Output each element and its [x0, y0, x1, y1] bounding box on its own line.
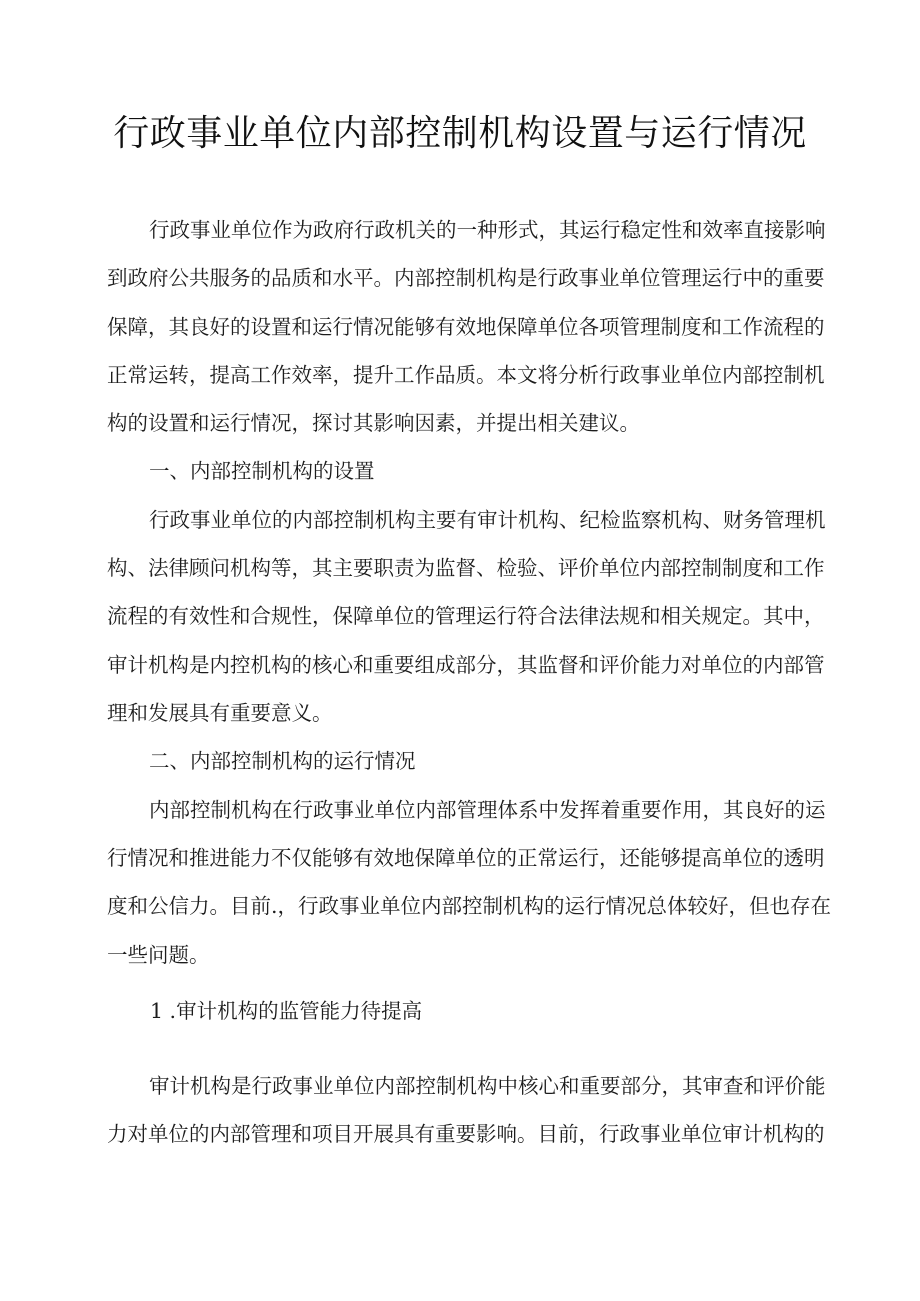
section-2-line-2: 行情况和推进能力不仅能够有效地保障单位的正常运行，还能够提高单位的透明	[107, 846, 825, 870]
subsection-1-line-2: 力对单位的内部管理和项目开展具有重要影响。目前，行政事业单位审计机构的	[107, 1122, 825, 1146]
section-2-line-1: 内部控制机构在行政事业单位内部管理体系中发挥着重要作用，其良好的运	[149, 798, 826, 822]
section-1-line-5: 理和发展具有重要意义。	[107, 701, 333, 725]
intro-line-5: 构的设置和运行情况，探讨其影响因素，并提出相关建议。	[107, 411, 640, 435]
subsection-1-heading: 1 .审计机构的监管能力待提高	[150, 999, 423, 1023]
intro-line-4: 正常运转，提高工作效率，提升工作品质。本文将分析行政事业单位内部控制机	[107, 363, 825, 387]
section-1-line-4: 审计机构是内控机构的核心和重要组成部分，其监督和评价能力对单位的内部管	[107, 653, 825, 677]
section-1-line-2: 构、法律顾问机构等，其主要职责为监督、检验、评价单位内部控制制度和工作	[107, 556, 825, 580]
intro-line-1: 行政事业单位作为政府行政机关的一种形式，其运行稳定性和效率直接影响	[149, 218, 826, 242]
intro-line-2: 到政府公共服务的品质和水平。内部控制机构是行政事业单位管理运行中的重要	[107, 266, 825, 290]
document-title: 行政事业单位内部控制机构设置与运行情况	[113, 113, 807, 154]
section-1-line-3: 流程的有效性和合规性，保障单位的管理运行符合法律法规和相关规定。其中，	[107, 604, 825, 628]
intro-line-3: 保障，其良好的设置和运行情况能够有效地保障单位各项管理制度和工作流程的	[107, 315, 825, 339]
section-2-line-4: 一些问题。	[107, 943, 210, 967]
section-1-heading: 一、内部控制机构的设置	[149, 459, 375, 483]
section-1-line-1: 行政事业单位的内部控制机构主要有审计机构、纪检监察机构、财务管理机	[149, 508, 826, 532]
section-2-heading: 二、内部控制机构的运行情况	[149, 749, 416, 773]
subsection-1-line-1: 审计机构是行政事业单位内部控制机构中核心和重要部分，其审查和评价能	[149, 1074, 826, 1098]
section-2-line-3: 度和公信力。目前.，行政事业单位内部控制机构的运行情况总体较好，但也存在	[107, 894, 832, 918]
